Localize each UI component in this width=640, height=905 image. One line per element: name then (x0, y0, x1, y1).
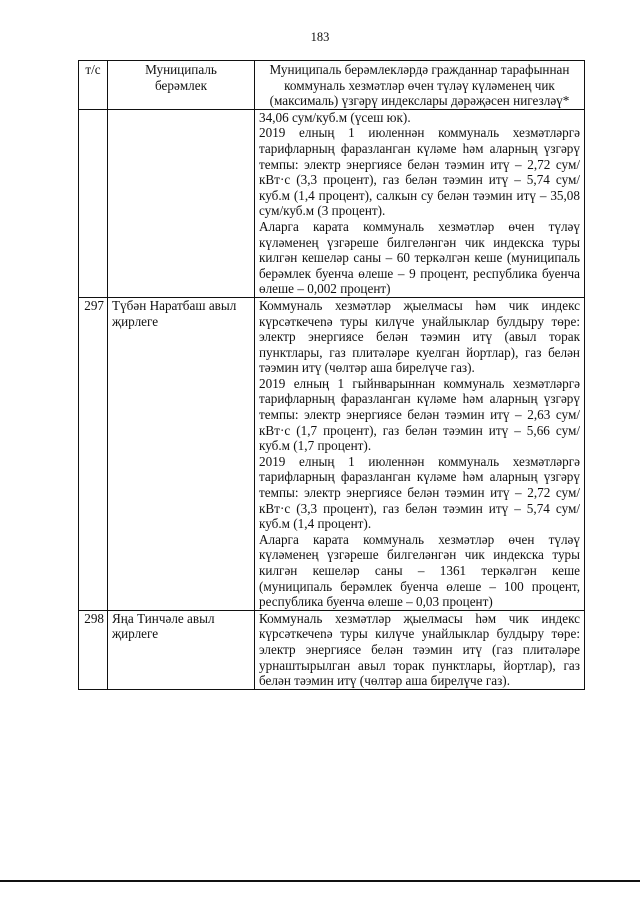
justification-cell (255, 610, 585, 689)
row-number: 297 (79, 297, 108, 610)
header-number: т/с (79, 61, 108, 110)
paragraph: 2019 елның 1 гыйнварыннан коммуналь хезмәтләргә тарифларның фаразланган күләме һәм аларның үзгәрү темпы: электр энергиясе белән тәэмин итү – 2,63 сум/кВт·с (1,7 процент), газ белән тәэмин итү – 5,66 сум/куб.м (1,7 процент). (259, 375, 580, 454)
paragraph: 34,06 сум/куб.м (үсеш юк). (259, 109, 411, 125)
page-number: 183 (310, 30, 330, 44)
table-row (79, 610, 585, 689)
justification-cell (255, 109, 585, 297)
municipality-name (108, 109, 255, 297)
row-number: 298 (79, 610, 108, 689)
paragraph: Аларга карата коммуналь хезмәтләр өчен түләү күләменең үзгәреше билгеләнгән чик индекска туры килгән кешеләр саны – 60 теркәлгән кеше (муниципаль берәмлек буенча өлеше – 9 процент, республика буенча өлеше – 0,002 процент) (259, 218, 580, 297)
table-row (79, 109, 585, 297)
municipality-name: Түбән Наратбаш авыл җирлеге (108, 297, 255, 610)
table-header-row (79, 61, 585, 110)
header-justification: Муниципаль берәмлекләрдә гражданнар тарафыннан коммуналь хезмәтләр өчен түләү күләменең чик (максималь) үзгәрү индекслары дәрәҗәсен нигезләү* (255, 61, 585, 110)
paragraph: 2019 елның 1 июленнән коммуналь хезмәтләргә тарифларның фаразланган күләме һәм аларның үзгәрү темпы: электр энергиясе белән тәэмин итү – 2,72 сум/кВт·с (3,3 процент), газ белән тәэмин итү – 5,74 сум/куб.м (1,4 процент), салкын су белән тәэмин итү – 35,08 сум/куб.м (3 процент). (259, 125, 580, 219)
municipality-name: Яңа Тинчәле авыл җирлеге (108, 610, 255, 689)
tariff-table (78, 60, 585, 690)
row-number (79, 109, 108, 297)
justification-cell (255, 297, 585, 610)
paragraph: Коммуналь хезмәтләр җыелмасы һәм чик индекс күрсәткечenә туры килүче унайлыклар булдыру төре: электр энергиясе белән тәэмин итү (авыл торак пунктлары, газ плитәләре куелган йортлар), газ белән тәэмин итү (чөлтәр аша бирелүче газ). (259, 297, 580, 376)
paragraph: 2019 елның 1 июленнән коммуналь хезмәтләргә тарифларның фаразланган күләме һәм аларның үзгәрү темпы: электр энергиясе белән тәэмин итү – 2,72 сум/кВт·с (3,3 процент), газ белән тәэмин итү – 5,74 сум/куб.м (1,4 процент). (259, 453, 580, 532)
paragraph: Коммуналь хезмәтләр җыелмасы һәм чик индекс күрсәткечenә туры килүче унайлыклар булдыру төре: электр энергиясе белән тәэмин итү (газ плитәләре урнаштырылган авыл торак пунктлары, йортлар), газ белән тәэмин итү (чөлтәр аша бирелүче газ). (259, 610, 580, 689)
bottom-scan-line (0, 880, 640, 882)
paragraph: Аларга карата коммуналь хезмәтләр өчен түләү күләменең үзгәреше билгеләнгән чик индекска туры килгән кешеләр саны – 1361 теркәлгән кеше (муниципаль берәмлек буенча өлеше – 100 процент, республика буенча өлеше – 0,03 процент) (259, 531, 580, 610)
header-municipality: Муниципаль берәмлек (108, 61, 255, 110)
table-row (79, 297, 585, 610)
